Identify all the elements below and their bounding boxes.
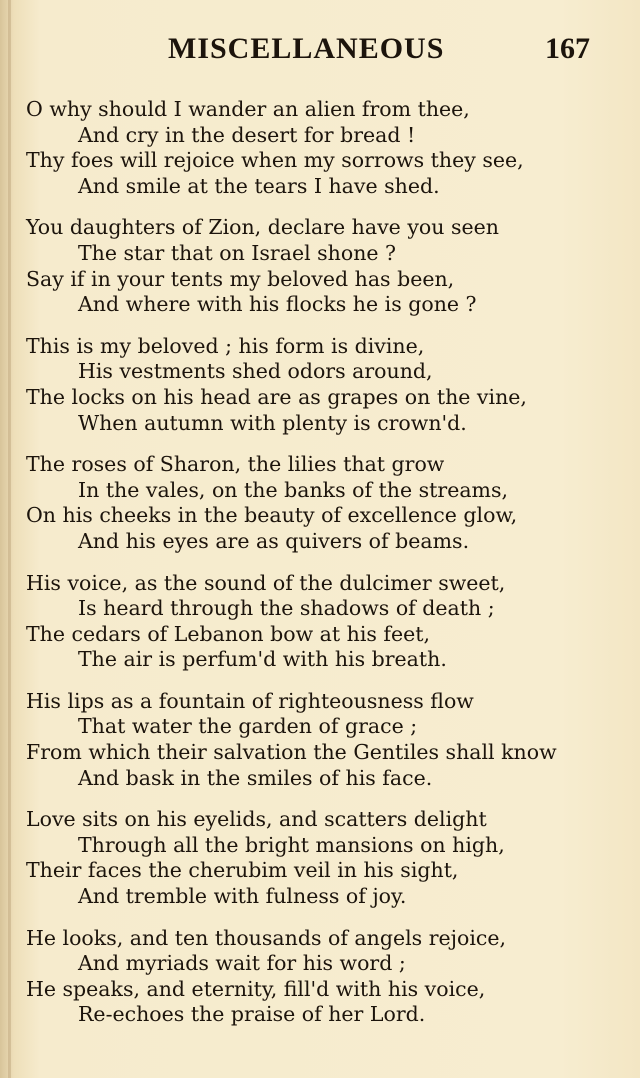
poem-line: And smile at the tears I have shed. <box>78 173 440 198</box>
poem-line: And cry in the desert for bread ! <box>78 122 416 147</box>
poem-line: He looks, and ten thousands of angels rejoice, <box>26 925 507 950</box>
poem-body <box>26 97 626 1044</box>
poem-line: And his eyes are as quivers of beams. <box>78 528 470 553</box>
poem-line: And where with his flocks he is gone ? <box>78 292 477 317</box>
poem-line: And tremble with fulness of joy. <box>78 884 407 909</box>
page-fold-shadow <box>8 0 11 1078</box>
poem-line: When autumn with plenty is crown'd. <box>78 410 467 435</box>
poem-line: Thy foes will rejoice when my sorrows they see, <box>26 148 524 173</box>
poem-line: His voice, as the sound of the dulcimer sweet, <box>26 570 506 595</box>
poem-line: On his cheeks in the beauty of excellence glow, <box>26 503 518 528</box>
poem-line: Say if in your tents my beloved has been, <box>26 266 455 291</box>
poem-line: The air is perfum'd with his breath. <box>78 647 447 672</box>
poem-line: Is heard through the shadows of death ; <box>78 596 495 621</box>
stanza <box>26 215 626 317</box>
poem-line: His vestments shed odors around, <box>78 359 433 384</box>
poem-line: Re-echoes the praise of her Lord. <box>78 1002 426 1027</box>
poem-line: The roses of Sharon, the lilies that grow <box>26 452 445 477</box>
page-number: 167 <box>545 32 590 65</box>
poem-line: Love sits on his eyelids, and scatters delight <box>26 807 487 832</box>
stanza <box>26 452 626 554</box>
stanza <box>26 571 626 673</box>
poem-line: From which their salvation the Gentiles shall know <box>26 740 557 765</box>
poem-line: And myriads wait for his word ; <box>78 951 406 976</box>
poem-line: Their faces the cherubim veil in his sight, <box>26 858 459 883</box>
stanza <box>26 807 626 909</box>
poem-line: The locks on his head are as grapes on the vine, <box>26 384 527 409</box>
poem-line: And bask in the smiles of his face. <box>78 765 433 790</box>
poem-line: This is my beloved ; his form is divine, <box>26 333 425 358</box>
stanza <box>26 334 626 436</box>
page-header <box>0 32 640 72</box>
running-title: MISCELLANEOUS <box>168 32 445 65</box>
stanza <box>26 97 626 199</box>
poem-line: The cedars of Lebanon bow at his feet, <box>26 621 431 646</box>
stanza <box>26 689 626 791</box>
poem-line: The star that on Israel shone ? <box>78 240 397 265</box>
poem-line: In the vales, on the banks of the streams, <box>78 477 509 502</box>
poem-line: He speaks, and eternity, fill'd with his voice, <box>26 976 486 1001</box>
poem-line: Through all the bright mansions on high, <box>78 832 505 857</box>
poem-line: O why should I wander an alien from thee, <box>26 97 470 121</box>
poem-line: You daughters of Zion, declare have you seen <box>26 215 499 240</box>
poem-line: His lips as a fountain of righteousness flow <box>26 688 474 713</box>
poem-line: That water the garden of grace ; <box>78 714 418 739</box>
stanza <box>26 926 626 1028</box>
